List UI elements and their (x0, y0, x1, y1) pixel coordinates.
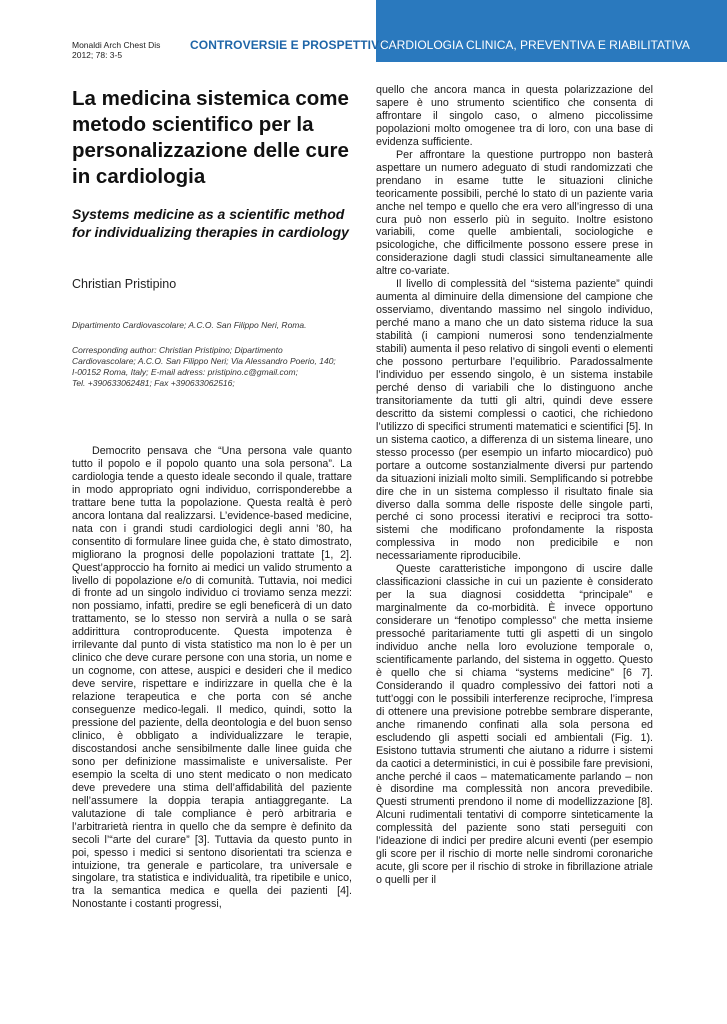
corresponding-author (72, 345, 362, 389)
corresponding-line: Cardiovascolare; A.C.O. San Filippo Neri; Via Alessandro Poerio, 140; (72, 356, 336, 366)
body-paragraph: Per affrontare la questione purtroppo non basterà aspettare un numero adeguato di studi randomizzati che prendano in esame tutte le situazioni cliniche teoricamente possibili, perché lo stato di un paziente varia anche nel tempo e quello che era vero all’ingresso di una cura può non esserlo più in seguito. Inoltre esistono variabili, come quelle ambientali, sociologiche e psicologiche, che difficilmente possono essere prese in considerazione dagli studi classici simultaneamente alle altre co-variate. (376, 148, 653, 278)
article-subtitle: Systems medicine as a scientific method for individualizing therapies in cardiology (72, 206, 349, 240)
section-header-band (376, 0, 727, 62)
article-title: La medicina sistemica come metodo scientifico per la personalizzazione delle cure in cardiologia (72, 87, 349, 188)
journal-name: Monaldi Arch Chest Dis (72, 40, 161, 50)
corresponding-line: Corresponding author: Christian Pristipino; Dipartimento (72, 345, 283, 355)
body-paragraph: Il livello di complessità del “sistema paziente” quindi aumenta al diminuire della dimensione del campione che osserviamo, diventando massimo nel singolo individuo, perché mano a mano che un dato sistema riduce la sua stabilità (i campioni numerosi sono tendenzialmente stabili) aumenta il peso relativo di singoli eventi o elementi che possono perturbare l’equilibrio. Paradossalmente l’individuo per essendo singolo, è un sistema instabile perché denso di variabili che lo distinguono anche transitoriamente da tutti gli altri, quindi deve essere descritto da sistemi complessi o caotici, che richiedono l’utilizzo di specifici strumenti matematici e scientifici [5]. In un sistema caotico, a differenza di un sistema lineare, uno stesso processo (per esempio un infarto miocardico) può portare a outcome sostanzialmente diversi pur partendo da situazioni iniziali molto simili. Semplificando si potrebbe dire che in un sistema complesso il risultato finale sia diverso dalla somma delle risposte delle singole parti, perché ci sono processi iterativi e reciproci tra sotto-sistemi che modificano profondamente la risposta complessiva in modo non predicibile e non necessariamente riproducibile. (376, 278, 653, 563)
body-paragraph: Democrito pensava che “Una persona vale quanto tutto il popolo e il popolo quanto una sola persona”. La cardiologia tende a questo ideale secondo il quale, trattare in modo appropriato ogni individuo, corrisponderebbe a trattare bene tutta la popolazione. Questa realtà è però ancora lontana dal realizzarsi. L’evidence-based medicine, nata con i grandi studi cardiologici degli anni ’80, ha consentito di formulare linee guida che, è stato dimostrato, migliorano la prognosi delle popolazioni trattate [1, 2]. Quest’approccio ha fornito ai medici un valido strumento a livello di popolazione e/o di comunità. Tuttavia, noi medici di fronte ad un singolo individuo ci troviamo senza mezzi: non possiamo, infatti, predire se egli beneficerà di un dato trattamento, se lo stesso non servirà a nulla o se sarà addirittura controproducente. Questa impotenza è irrilevante dal punto di vista statistico ma non lo è per un clinico che deve curare persone con una storia, un nome e un cognome, con attese, auspici e desideri che il medico deve servire, rispettare e indirizzare in quella che è la relazione terapeutica e che porta con sé anche conseguenze medico-legali. Il medico, quindi, sotto la pressione del paziente, della deontologia e del buon senso clinico, è obbligato a individualizzare le terapie, discostandosi anche sensibilmente dalle linee guida che sono per definizione massimaliste e universaliste. Per esempio la scelta di uno stent medicato o non medicato deve prevedere una stima dell’affidabilità del paziente nell’assumere la doppia terapia antiaggregante. La valutazione di tale compliance è però arbitraria e l’arbitrarietà rientra in quello che da sempre è definito da secoli l’“arte del curare” [3]. Tuttavia da questo punto in poi, spesso i medici si sentono disorientati tra scienza e intuizione, tra generale e particolare, tra universale e singolare, tra statistica e individualità, tra ripetibile e unico, tra la semantica medica e quella dei pazienti [4]. Nonostante i costanti progressi, (72, 445, 352, 911)
journal-reference (72, 40, 160, 60)
section-title-left: CONTROVERSIE E PROSPETTIVE IN (190, 38, 403, 52)
body-paragraph: quello che ancora manca in questa polarizzazione del sapere è uno strumento scientifico che consenta di affrontare il singolo caso, o almeno piccolissime popolazioni molto omogenee tra di loro, con una base di evidenza sufficiente. (376, 84, 653, 148)
body-column-right (376, 84, 653, 887)
body-paragraph: Queste caratteristiche impongono di uscire dalle classificazioni classiche in cui un paziente è considerato per la sua diagnosi cosiddetta “principale” e marginalmente da co-morbidità. È invece opportuno considerare un “fenotipo complesso” che metta insieme pressoché paritariamente tutti gli aspetti di un singolo individuo anche nella loro evoluzione temporale o, scientificamente parlando, del sistema in oggetto. Questo è quello che si chiama “systems medicine” [6 7]. Considerando il quadro complessivo dei fattori noti a tutt’oggi con le possibili interferenze reciproche, l’impresa di ottenere una previsione potrebbe sembrare disperante, anche rimanendo confinati alla sola persona ed escludendo gli aspetti sociali ed ambientali (Fig. 1). Esistono tuttavia strumenti che aiutano a ridurre i sistemi da caotici a deterministici, in cui è possibile fare previsioni, anche perché il caos – matematicamente parlando – non è disordine ma complessità non ancora prevedibile. Questi strumenti prendono il nome di modellizzazione [8]. Alcuni rudimentali tentativi di comporre sinteticamente la complessità del paziente sono stati perseguiti con l’ideazione di indici per predire alcuni eventi (per esempio gli score per il rischio di morte nelle sindromi coronariche acute, gli score per il rischio di stroke in fibrillazione atriale o quelli per il (376, 563, 653, 887)
author-affiliation: Dipartimento Cardiovascolare; A.C.O. San Filippo Neri, Roma. (72, 320, 307, 330)
corresponding-line: I-00152 Roma, Italy; E-mail adress: pristipino.c@gmail.com; (72, 367, 298, 377)
article-author: Christian Pristipino (72, 277, 177, 291)
body-column-left (72, 445, 352, 911)
section-title-right: CARDIOLOGIA CLINICA, PREVENTIVA E RIABILITATIVA (380, 38, 690, 52)
corresponding-line: Tel. +390633062481; Fax +390633062516; (72, 378, 235, 388)
journal-volume: 2012; 78: 3-5 (72, 50, 123, 60)
